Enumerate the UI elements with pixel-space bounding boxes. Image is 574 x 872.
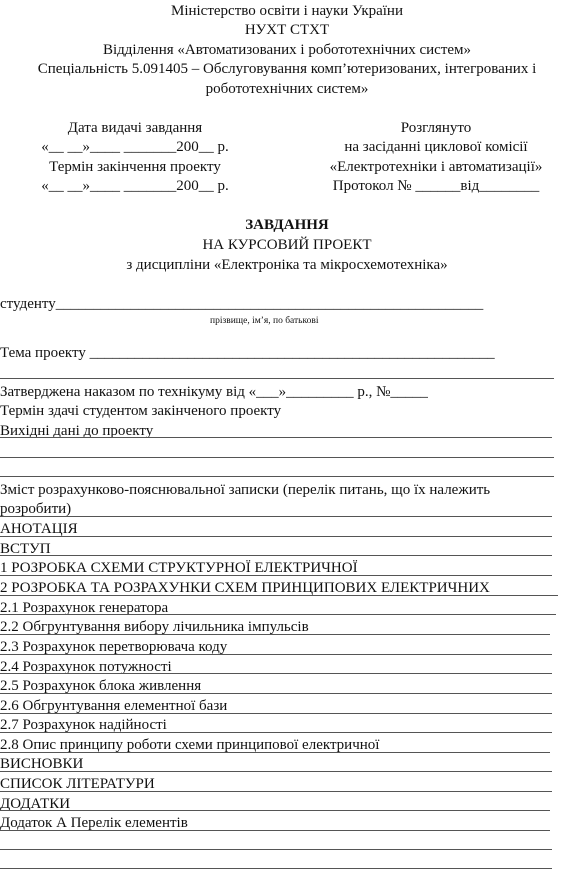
list-rule — [0, 555, 552, 556]
list-item: АНОТАЦІЯ — [0, 521, 78, 537]
specialty-line-2: робототехнічних систем» — [205, 81, 369, 97]
ministry-line: Міністерство освіти і науки України — [170, 3, 403, 19]
specialty-line-1: Спеціальність 5.091405 – Обслуговування комп’ютеризованих, інтегрованих і — [37, 61, 537, 77]
list-item: Додаток А Перелік елементів — [0, 815, 188, 831]
list-rule — [0, 595, 558, 596]
topic-field: Тема проекту ______________________________________________________ — [0, 345, 495, 361]
list-rule — [0, 634, 550, 635]
commission-name: «Електротехніки і автоматизації» — [329, 159, 543, 175]
input-data-line-3 — [0, 476, 554, 477]
list-rule — [0, 536, 552, 537]
reviewed-label: Розглянуто — [400, 120, 472, 136]
approved-field: Затверджена наказом по технікуму від «___»_________ р., №_____ — [0, 384, 428, 400]
list-rule — [0, 732, 552, 733]
list-rule — [0, 868, 552, 869]
list-rule — [0, 771, 552, 772]
document-title: ЗАВДАННЯ — [245, 217, 329, 233]
list-rule — [0, 575, 552, 576]
list-rule — [0, 830, 550, 831]
list-rule — [0, 693, 552, 694]
list-rule — [0, 810, 550, 811]
input-data-label: Вихідні дані до проекту — [0, 423, 154, 439]
list-item: 2.7 Розрахунок надійності — [0, 717, 167, 733]
submission-deadline: Термін здачі студентом закінченого проекту — [0, 403, 282, 419]
list-rule — [0, 614, 556, 615]
document-subtitle: НА КУРСОВИЙ ПРОЕКТ — [202, 237, 372, 253]
topic-extra-line — [0, 378, 554, 379]
list-item: ВИСНОВКИ — [0, 756, 84, 772]
department-line: Відділення «Автоматизованих і робототехнічних систем» — [102, 42, 472, 58]
contents-heading-rule — [0, 516, 552, 517]
contents-heading-2: розробити) — [0, 501, 72, 517]
list-item: 2.3 Розрахунок перетворювача коду — [0, 639, 228, 655]
commission-line: на засіданні циклової комісії — [344, 139, 528, 155]
list-rule — [0, 713, 552, 714]
list-item: СПИСОК ЛІТЕРАТУРИ — [0, 776, 155, 792]
list-item: ВСТУП — [0, 541, 51, 557]
discipline-line: з дисципліни «Електроніка та мікросхемотехніка» — [126, 257, 448, 273]
list-rule — [0, 654, 552, 655]
input-data-line-1 — [0, 437, 552, 438]
list-item: 2.6 Обгрунтування елементної бази — [0, 698, 228, 714]
issue-date-field: «__ __»____ _______200__ р. — [41, 139, 229, 155]
protocol-field: Протокол № ______від________ — [332, 178, 540, 194]
list-rule — [0, 752, 550, 753]
list-item: 2.1 Розрахунок генератора — [0, 600, 169, 616]
list-rule — [0, 791, 552, 792]
list-item: 2.8 Опис принципу роботи схеми принципової електричної — [0, 737, 380, 753]
list-rule — [0, 673, 552, 674]
deadline-label: Термін закінчення проекту — [49, 159, 221, 175]
college-line: НУХТ СТХТ — [244, 22, 330, 38]
list-item: 1 РОЗРОБКА СХЕМИ СТРУКТУРНОЇ ЕЛЕКТРИЧНОЇ — [0, 560, 358, 576]
input-data-line-2 — [0, 457, 554, 458]
student-hint: прізвище, ім’я, по батькові — [210, 316, 319, 326]
list-item: 2 РОЗРОБКА ТА РОЗРАХУНКИ СХЕМ ПРИНЦИПОВИХ ЕЛЕКТРИЧНИХ — [0, 580, 490, 596]
student-field: студенту_________________________________________________________ — [0, 296, 484, 312]
deadline-date-field: «__ __»____ _______200__ р. — [41, 178, 229, 194]
contents-heading-1: Зміст розрахунково-пояснювальної записки (перелік питань, що їх належить — [0, 482, 491, 498]
list-item: 2.4 Розрахунок потужності — [0, 659, 172, 675]
list-item: ДОДАТКИ — [0, 796, 71, 812]
issue-date-label: Дата видачі завдання — [67, 120, 203, 136]
list-item: 2.5 Розрахунок блока живлення — [0, 678, 202, 694]
list-rule — [0, 849, 552, 850]
list-item: 2.2 Обгрунтування вибору лічильника імпульсів — [0, 619, 309, 635]
